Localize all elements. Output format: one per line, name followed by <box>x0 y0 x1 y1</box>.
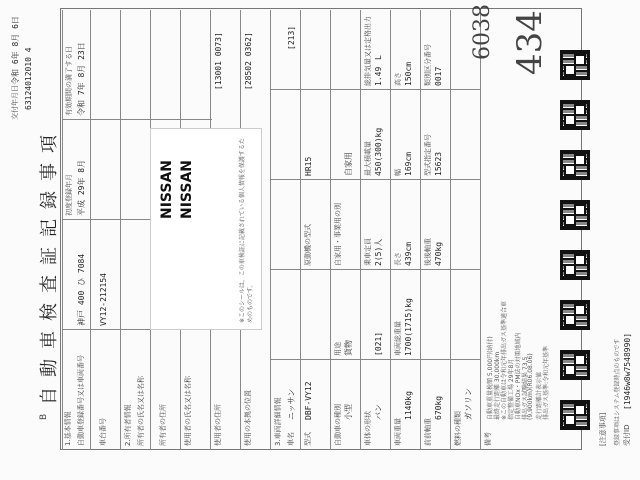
max-load-label: 最大積載量 <box>364 141 372 176</box>
privacy-seal <box>150 128 262 330</box>
section-vehicle-label: 3.車両詳細情報 <box>274 397 282 446</box>
engine-label: 原動機の型式 <box>304 224 312 266</box>
user-label: 使用者の氏名又は名称 <box>184 376 192 446</box>
user-address-label: 使用者の住所 <box>214 404 222 446</box>
gross-weight-label: 車両総重量 <box>394 321 402 356</box>
remarks-label: 備考 <box>484 432 492 446</box>
remarks-block <box>485 120 550 420</box>
vin-label: 車台番号 <box>99 418 107 446</box>
gross-weight-value: 1700(1715)kg <box>404 298 413 356</box>
purpose-value: 自家用 <box>344 152 353 176</box>
registration-number: 神戸 400 ひ 7084 <box>77 253 86 326</box>
qr-code <box>560 200 590 230</box>
remarks-line: 排出ガス基準:令和元年基準 <box>543 345 550 420</box>
qr-code <box>560 300 590 330</box>
qr-code <box>560 100 590 130</box>
fuel-value: ガソリン <box>464 388 473 420</box>
footer-label: [注意事項] <box>599 412 607 446</box>
length-label: 長さ <box>394 252 402 266</box>
height-label: 高さ <box>394 72 402 86</box>
engine-value: HR15 <box>304 156 313 176</box>
class-label: 自動車の種別 <box>334 404 342 446</box>
remarks-line: 最終走行距離 30,000km <box>494 351 501 420</box>
owner-label: 所有者の氏名又は名称 <box>137 376 145 446</box>
base-location-label: 使用の本拠の位置 <box>244 390 252 446</box>
length-value: 439cm <box>404 241 413 266</box>
registration-label: 自動車登録番号又は車両番号 <box>77 355 85 446</box>
maker-code: [213] <box>287 25 296 50</box>
type-code-label: 型式指定番号 <box>424 134 432 176</box>
doc-number: 63124012010 4 <box>24 47 33 110</box>
issue-date-label: 交付年月日 <box>11 85 19 120</box>
width-value: 169cm <box>404 151 413 176</box>
use-value: 貨物 <box>344 340 353 356</box>
fuel-label: 燃料の種類 <box>454 411 462 446</box>
max-load-value: 450(300)kg <box>374 127 383 176</box>
body-code: [021] <box>374 331 383 356</box>
handwritten-top-number: 6038 <box>470 4 495 60</box>
type-code-value: 15623 <box>434 151 443 176</box>
body-label: 車体の形状 <box>364 411 372 446</box>
capacity-value: 2(5)人 <box>374 238 383 266</box>
first-reg-value: 平成 29年 8月 <box>77 159 86 216</box>
series-mark: B <box>39 413 49 420</box>
code-2: [28502 0362] <box>244 32 253 90</box>
remarks-line: 走行距離計表示値 <box>536 371 543 420</box>
rear-axle-value: 470kg <box>434 241 443 266</box>
displacement-label: 総排気量又は定格出力 <box>364 16 372 86</box>
displacement-value: 1.49 <box>374 66 383 86</box>
footer-id-label: 受付ID <box>623 424 631 446</box>
use-label: 用途 <box>334 342 342 356</box>
first-reg-label: 初度登録年月 <box>65 174 73 216</box>
code-1: [13001 0073] <box>214 32 223 90</box>
remarks-line: ※この自動車は令和元年排出ガス基準適合車 <box>501 300 508 420</box>
qr-code <box>560 400 590 430</box>
maker-label: 車名 <box>287 432 295 446</box>
remarks-line: (9,900km)(R06.08.06) <box>527 353 534 420</box>
model-value: DBF-VY12 <box>304 381 313 420</box>
vin-value: VY12-212154 <box>99 273 108 326</box>
qr-code <box>560 250 590 280</box>
seal-notice: ※このシールは、この車検証に記載されている個人情報を保護するためのものです。 <box>239 138 254 323</box>
front-axle-label: 前前軸重 <box>424 418 432 446</box>
ownership-section-label: 2.所有者情報 <box>124 404 132 446</box>
qr-code <box>560 150 590 180</box>
document-title: 自動車検査証記録事項 <box>39 125 60 405</box>
remarks-line: 自動車NOx・PM法の対策地域内 <box>515 332 522 420</box>
qr-code <box>560 50 590 80</box>
purpose-label: 自家用・事業用の別 <box>334 203 342 266</box>
remarks-line: 排出ガス試験結果 73,5 <box>522 356 529 420</box>
weight-label: 車両重量 <box>394 418 402 446</box>
handwritten-main-number: 434 <box>510 10 550 75</box>
owner-address-label: 所有者の住所 <box>159 404 167 446</box>
expiry-value: 令和 7年 8月 23日 <box>77 42 86 116</box>
displacement-unit: L <box>374 55 383 60</box>
seal-brand-2: NISSAN <box>179 159 195 219</box>
class-code-label: 類別区分番号 <box>424 44 432 86</box>
body-value: バン <box>374 404 383 420</box>
rear-axle-label: 後後軸重 <box>424 238 432 266</box>
remarks-line: 指定整備工場 29年8月 <box>508 358 515 420</box>
seal-brand: NISSAN <box>159 159 175 219</box>
footer-id: [1946w8w7548990] <box>623 332 632 410</box>
class-code-value: 0017 <box>434 66 443 86</box>
front-axle-value: 670kg <box>434 395 443 420</box>
qr-code <box>560 350 590 380</box>
footer-text: 登録事項はシステム登録時点のものです <box>614 338 621 446</box>
width-label: 幅 <box>394 169 402 176</box>
section-basic-label: 1.基本情報 <box>64 411 72 446</box>
expiry-label: 有効期間の満了する日 <box>65 46 73 116</box>
class-value: 小型 <box>344 404 353 420</box>
weight-value: 1140kg <box>404 391 413 420</box>
model-label: 型式 <box>304 432 312 446</box>
issue-date: 令和 6年 8月 6日 <box>11 16 20 85</box>
remarks-line: 自動車重量税額 5,000円(納付) <box>487 336 494 420</box>
maker-value: ニッサン <box>287 388 296 420</box>
height-value: 150cm <box>404 61 413 86</box>
capacity-label: 乗車定員 <box>364 238 372 266</box>
